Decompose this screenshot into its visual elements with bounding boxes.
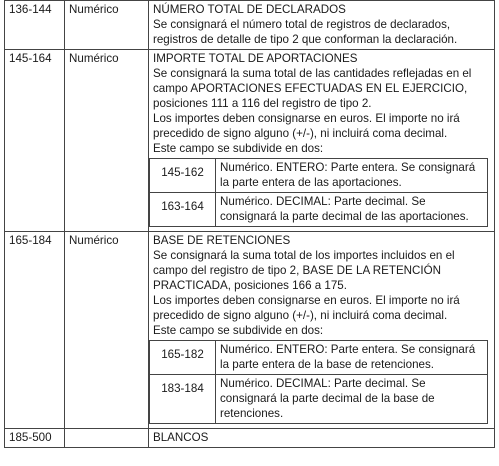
subfield-row: [150, 341, 488, 375]
position-cell: 165-184: [5, 232, 65, 429]
subfield-description: Numérico. ENTERO: Parte entera. Se consignará la parte entera de la base de retenciones.: [216, 341, 488, 375]
table-row: [5, 1, 495, 50]
subfield-table: [149, 340, 488, 424]
description-cell: [149, 232, 495, 429]
position-cell: 145-164: [5, 50, 65, 232]
field-text: Este campo se subdivide en dos:: [153, 142, 324, 155]
field-title: IMPORTE TOTAL DE APORTACIONES: [153, 52, 358, 65]
field-text: Los importes deben consignarse en euros. El importe no irá precedido de signo alguno (+/-), ni incluirá coma decimal.: [153, 294, 460, 322]
position-cell: 185-500: [5, 429, 65, 448]
subfield-table: [149, 158, 488, 227]
subfield-position: 165-182: [150, 341, 216, 375]
subfield-description: Numérico. DECIMAL: Parte decimal. Se consignará la parte decimal de las aportaciones.: [216, 193, 488, 227]
subfield-position: 183-184: [150, 375, 216, 424]
type-cell: Numérico: [65, 1, 149, 50]
field-text: Se consignará la suma total de los importes incluidos en el campo del registro de tipo 2, BASE DE LA RETENCIÓN PRACTICADA, posiciones 166 a 175.: [153, 249, 455, 292]
field-text: Los importes deben consignarse en euros. El importe no irá precedido de signo alguno (+/-), ni incluirá coma decimal.: [153, 112, 460, 140]
table-row: [5, 232, 495, 429]
field-text: Se consignará la suma total de las cantidades reflejadas en el campo APORTACIONES EFECTUADAS EN EL EJERCICIO, posiciones 111 a 116 del registro de tipo 2.: [153, 67, 472, 110]
field-text: Se consignará el número total de registros de declarados, registros de detalle de tipo 2 que conforman la declaración.: [153, 18, 458, 46]
field-title: BASE DE RETENCIONES: [153, 234, 291, 247]
position-cell: 136-144: [5, 1, 65, 50]
description-cell: [149, 1, 495, 50]
table-row: [5, 50, 495, 232]
subfield-position: 145-162: [150, 159, 216, 193]
description-cell: [149, 429, 495, 448]
description-cell: [149, 50, 495, 232]
type-cell: Numérico: [65, 232, 149, 429]
subfield-position: 163-164: [150, 193, 216, 227]
field-title: BLANCOS: [153, 431, 209, 444]
subfield-row: [150, 193, 488, 227]
type-cell: [65, 429, 149, 448]
record-spec-table: [4, 0, 495, 448]
subfield-description: Numérico. DECIMAL: Parte decimal. Se consignará la parte decimal de la base de retenciones.: [216, 375, 488, 424]
field-text: Este campo se subdivide en dos:: [153, 324, 324, 337]
table-row: [5, 429, 495, 448]
type-cell: Numérico: [65, 50, 149, 232]
subfield-row: [150, 159, 488, 193]
field-title: NÚMERO TOTAL DE DECLARADOS: [153, 3, 346, 16]
subfield-description: Numérico. ENTERO: Parte entera. Se consignará la parte entera de las aportaciones.: [216, 159, 488, 193]
subfield-row: [150, 375, 488, 424]
